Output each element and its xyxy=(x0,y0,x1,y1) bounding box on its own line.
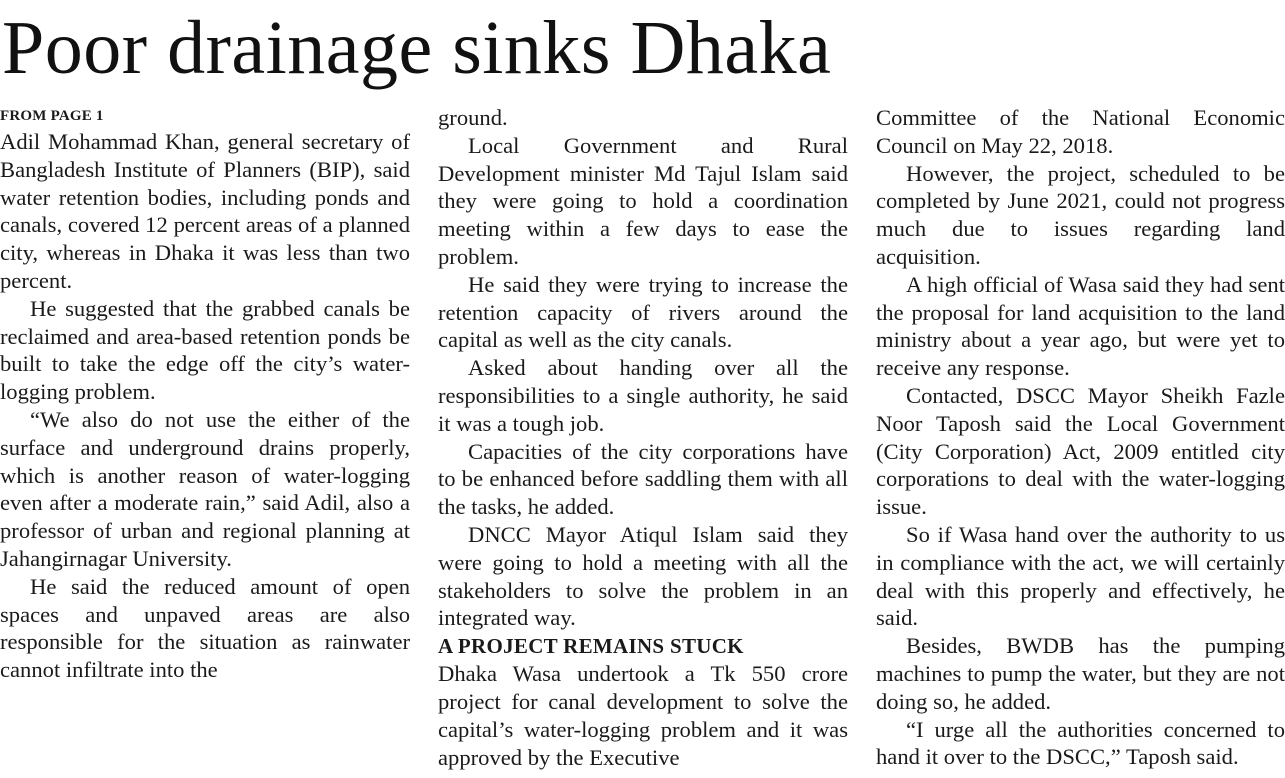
paragraph: DNCC Mayor Atiqul Islam said they were going to hold a meeting with all the stakeholders to solve the problem in an integrated way. xyxy=(438,521,848,631)
paragraph: Capacities of the city corporations have to be enhanced before saddling them with all the tasks, he added. xyxy=(438,438,848,520)
paragraph: So if Wasa hand over the authority to us in compliance with the act, we will certainly deal with this properly and effectively, he said. xyxy=(876,521,1285,631)
paragraph: Besides, BWDB has the pumping machines to pump the water, but they are not doing so, he added. xyxy=(876,633,1285,714)
paragraph: “We also do not use the either of the surface and underground drains properly, which is another reason of water-logging even after a moderate rain,” said Adil, also a professor of urban and regional planning at Jahangirnagar University. xyxy=(0,406,410,571)
paragraph: Contacted, DSCC Mayor Sheikh Fazle Noor Taposh said the Local Government (City Corporation) Act, 2009 entitled city corporations to deal with the water-logging issue. xyxy=(876,382,1285,520)
paragraph: Dhaka Wasa undertook a Tk 550 crore project for canal development to solve the capital’s water-logging problem and it was approved by the Executive xyxy=(438,661,848,770)
paragraph: “I urge all the authorities concerned to hand it over to the DSCC,” Taposh said. xyxy=(876,716,1285,770)
jump-label: FROM PAGE 1 xyxy=(0,108,104,124)
paragraph: Local Government and Rural Development minister Md Tajul Islam said they were going to hold a coordination meeting within a few days to ease the problem. xyxy=(438,132,848,269)
paragraph: Asked about handing over all the responsibilities to a single authority, he said it was a tough job. xyxy=(438,355,848,436)
paragraph: He said they were trying to increase the retention capacity of rivers around the capital as well as the city canals. xyxy=(438,271,848,353)
article-column-1 xyxy=(0,104,410,684)
article-column-2 xyxy=(438,104,848,771)
paragraph: Committee of the National Economic Council on May 22, 2018. xyxy=(876,105,1285,158)
article-column-3 xyxy=(876,104,1285,771)
paragraph: He suggested that the grabbed canals be reclaimed and area-based retention ponds be built to take the edge off the city’s water-logging problem. xyxy=(0,295,410,405)
paragraph: He said the reduced amount of open spaces and unpaved areas are also responsible for the situation as rainwater cannot infiltrate into the xyxy=(0,573,410,683)
paragraph: ground. xyxy=(438,105,508,130)
headline: Poor drainage sinks Dhaka xyxy=(2,6,832,90)
section-subhead: A PROJECT REMAINS STUCK xyxy=(438,634,744,659)
paragraph: A high official of Wasa said they had sent the proposal for land acquisition to the land ministry about a year ago, but were yet to receive any response. xyxy=(876,271,1285,381)
paragraph: However, the project, scheduled to be completed by June 2021, could not progress much due to issues regarding land acquisition. xyxy=(876,160,1285,269)
paragraph: Adil Mohammad Khan, general secretary of Bangladesh Institute of Planners (BIP), said water retention bodies, including ponds and canals, covered 12 percent areas of a planned city, whereas in Dhaka it was less than two percent. xyxy=(0,129,410,293)
